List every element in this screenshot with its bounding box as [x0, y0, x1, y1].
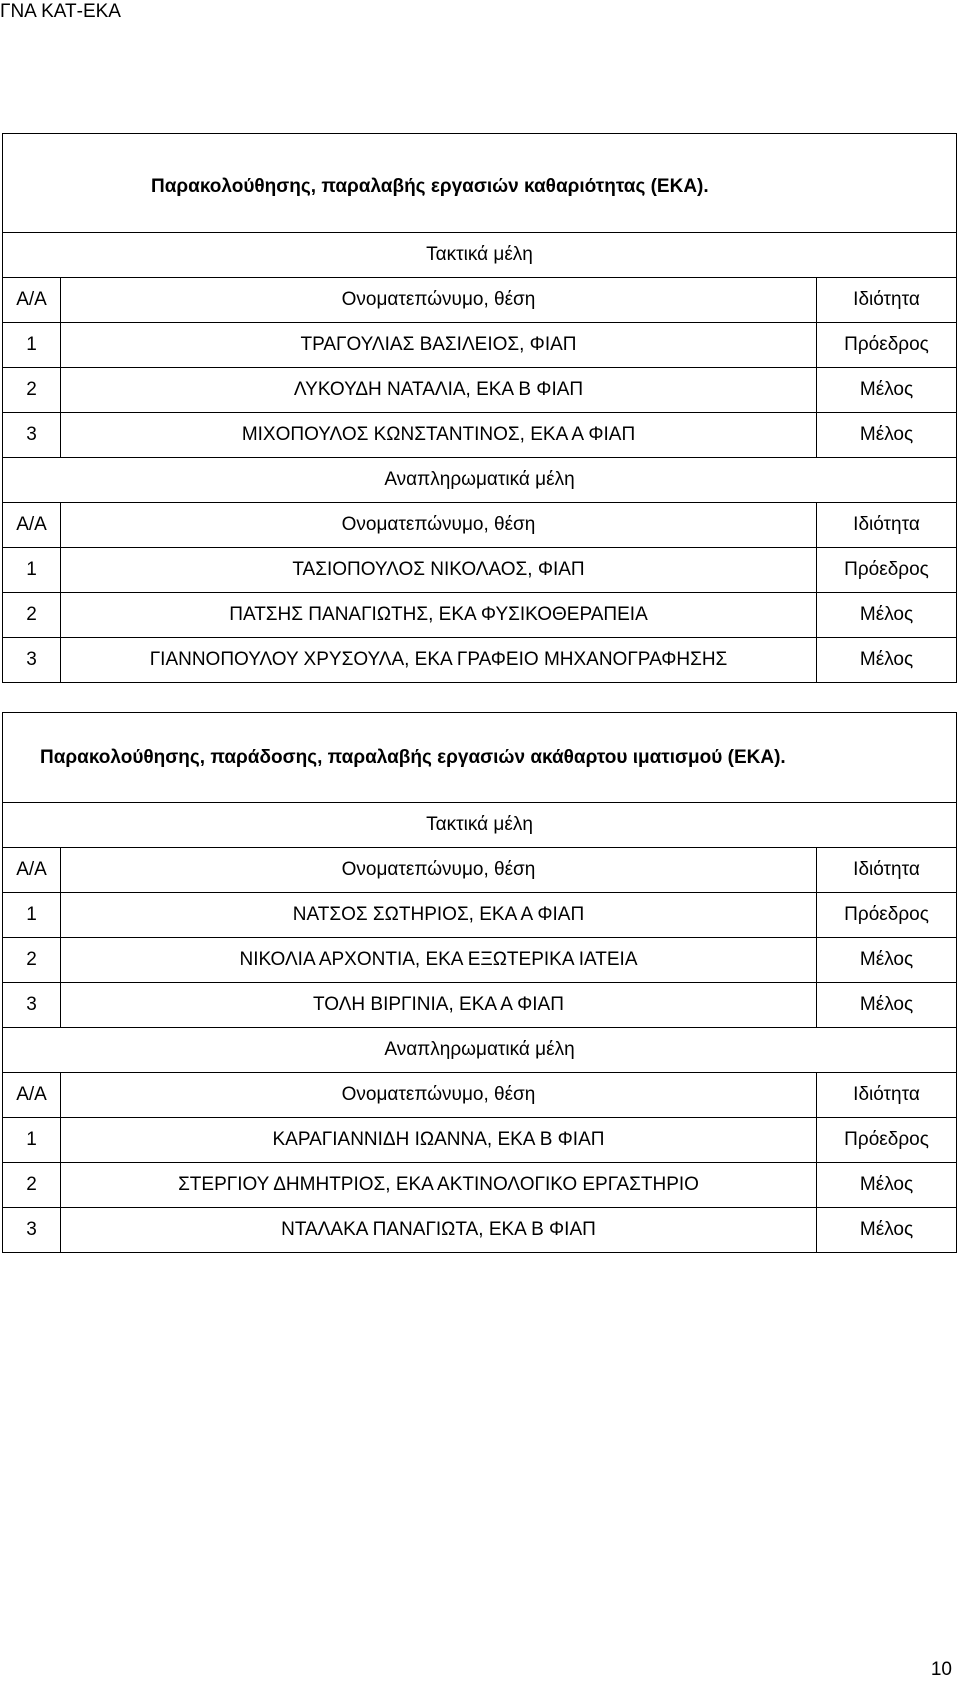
member-number: 3 — [3, 1208, 61, 1253]
column-header-row — [3, 278, 957, 323]
alternate-members-heading: Αναπληρωματικά μέλη — [3, 1028, 957, 1073]
member-row — [3, 368, 957, 413]
column-header-number: Α/Α — [3, 503, 61, 548]
member-name: ΓΙΑΝΝΟΠΟΥΛΟΥ ΧΡΥΣΟΥΛΑ, ΕΚΑ ΓΡΑΦΕΙΟ ΜΗΧΑΝΟΓΡΑΦΗΣΗΣ — [61, 638, 817, 683]
column-header-role: Ιδιότητα — [817, 278, 957, 323]
member-row — [3, 1208, 957, 1253]
page-number: 10 — [930, 1659, 952, 1680]
column-header-number: Α/Α — [3, 278, 61, 323]
member-role: Μέλος — [817, 368, 957, 413]
member-number: 2 — [3, 368, 61, 413]
member-role: Μέλος — [817, 938, 957, 983]
column-header-row — [3, 848, 957, 893]
member-row — [3, 413, 957, 458]
committee-title-row — [3, 713, 957, 803]
member-name: ΣΤΕΡΓΙΟΥ ΔΗΜΗΤΡΙΟΣ, ΕΚΑ ΑΚΤΙΝΟΛΟΓΙΚΟ ΕΡΓΑΣΤΗΡΙΟ — [61, 1163, 817, 1208]
member-number: 3 — [3, 413, 61, 458]
column-header-name: Ονοματεπώνυμο, θέση — [61, 503, 817, 548]
committee-table-cleaning — [2, 133, 957, 683]
column-header-number: Α/Α — [3, 1073, 61, 1118]
column-header-number: Α/Α — [3, 848, 61, 893]
member-number: 2 — [3, 593, 61, 638]
member-number: 2 — [3, 938, 61, 983]
member-role: Πρόεδρος — [817, 1118, 957, 1163]
member-row — [3, 938, 957, 983]
member-row — [3, 593, 957, 638]
column-header-role: Ιδιότητα — [817, 1073, 957, 1118]
column-header-name: Ονοματεπώνυμο, θέση — [61, 848, 817, 893]
member-role: Πρόεδρος — [817, 893, 957, 938]
member-name: ΝΑΤΣΟΣ ΣΩΤΗΡΙΟΣ, ΕΚΑ Α ΦΙΑΠ — [61, 893, 817, 938]
member-role: Πρόεδρος — [817, 548, 957, 593]
column-header-name: Ονοματεπώνυμο, θέση — [61, 1073, 817, 1118]
committee-title: Παρακολούθησης, παραλαβής εργασιών καθαριότητας (ΕΚΑ). — [3, 134, 957, 233]
member-number: 2 — [3, 1163, 61, 1208]
member-number: 1 — [3, 1118, 61, 1163]
alternate-members-heading: Αναπληρωματικά μέλη — [3, 458, 957, 503]
member-number: 1 — [3, 548, 61, 593]
member-role: Μέλος — [817, 1208, 957, 1253]
member-row — [3, 323, 957, 368]
member-name: ΤΡΑΓΟΥΛΙΑΣ ΒΑΣΙΛΕΙΟΣ, ΦΙΑΠ — [61, 323, 817, 368]
member-name: ΜΙΧΟΠΟΥΛΟΣ ΚΩΝΣΤΑΝΤΙΝΟΣ, ΕΚΑ Α ΦΙΑΠ — [61, 413, 817, 458]
member-number: 1 — [3, 323, 61, 368]
column-header-role: Ιδιότητα — [817, 503, 957, 548]
committee-title-row — [3, 134, 957, 233]
member-name: ΤΑΣΙΟΠΟΥΛΟΣ ΝΙΚΟΛΑΟΣ, ΦΙΑΠ — [61, 548, 817, 593]
member-role: Πρόεδρος — [817, 323, 957, 368]
member-row — [3, 1118, 957, 1163]
column-header-row — [3, 503, 957, 548]
column-header-row — [3, 1073, 957, 1118]
member-row — [3, 638, 957, 683]
member-role: Μέλος — [817, 413, 957, 458]
member-row — [3, 548, 957, 593]
regular-members-heading: Τακτικά μέλη — [3, 803, 957, 848]
member-name: ΠΑΤΣΗΣ ΠΑΝΑΓΙΩΤΗΣ, ΕΚΑ ΦΥΣΙΚΟΘΕΡΑΠΕΙΑ — [61, 593, 817, 638]
member-name: ΛΥΚΟΥΔΗ ΝΑΤΑΛΙΑ, ΕΚΑ Β ΦΙΑΠ — [61, 368, 817, 413]
alternate-heading-row — [3, 1028, 957, 1073]
committee-table-laundry — [2, 712, 957, 1253]
member-row — [3, 893, 957, 938]
column-header-role: Ιδιότητα — [817, 848, 957, 893]
member-name: ΝΤΑΛΑΚΑ ΠΑΝΑΓΙΩΤΑ, ΕΚΑ Β ΦΙΑΠ — [61, 1208, 817, 1253]
alternate-heading-row — [3, 458, 957, 503]
member-row — [3, 983, 957, 1028]
member-name: ΝΙΚΟΛΙΑ ΑΡΧΟΝΤΙΑ, ΕΚΑ ΕΞΩΤΕΡΙΚΑ ΙΑΤΕΙΑ — [61, 938, 817, 983]
member-number: 3 — [3, 638, 61, 683]
regular-heading-row — [3, 233, 957, 278]
member-role: Μέλος — [817, 638, 957, 683]
regular-heading-row — [3, 803, 957, 848]
member-number: 3 — [3, 983, 61, 1028]
member-name: ΚΑΡΑΓΙΑΝΝΙΔΗ ΙΩΑΝΝΑ, ΕΚΑ Β ΦΙΑΠ — [61, 1118, 817, 1163]
member-role: Μέλος — [817, 1163, 957, 1208]
column-header-name: Ονοματεπώνυμο, θέση — [61, 278, 817, 323]
member-row — [3, 1163, 957, 1208]
member-name: ΤΟΛΗ ΒΙΡΓΙΝΙΑ, ΕΚΑ Α ΦΙΑΠ — [61, 983, 817, 1028]
committee-body — [3, 134, 957, 683]
member-number: 1 — [3, 893, 61, 938]
committee-title: Παρακολούθησης, παράδοσης, παραλαβής εργασιών ακάθαρτου ιματισμού (ΕΚΑ). — [3, 713, 957, 803]
committee-body — [3, 713, 957, 1253]
page-header: ΓΝΑ ΚΑΤ-ΕΚΑ — [0, 1, 121, 22]
member-role: Μέλος — [817, 983, 957, 1028]
regular-members-heading: Τακτικά μέλη — [3, 233, 957, 278]
member-role: Μέλος — [817, 593, 957, 638]
